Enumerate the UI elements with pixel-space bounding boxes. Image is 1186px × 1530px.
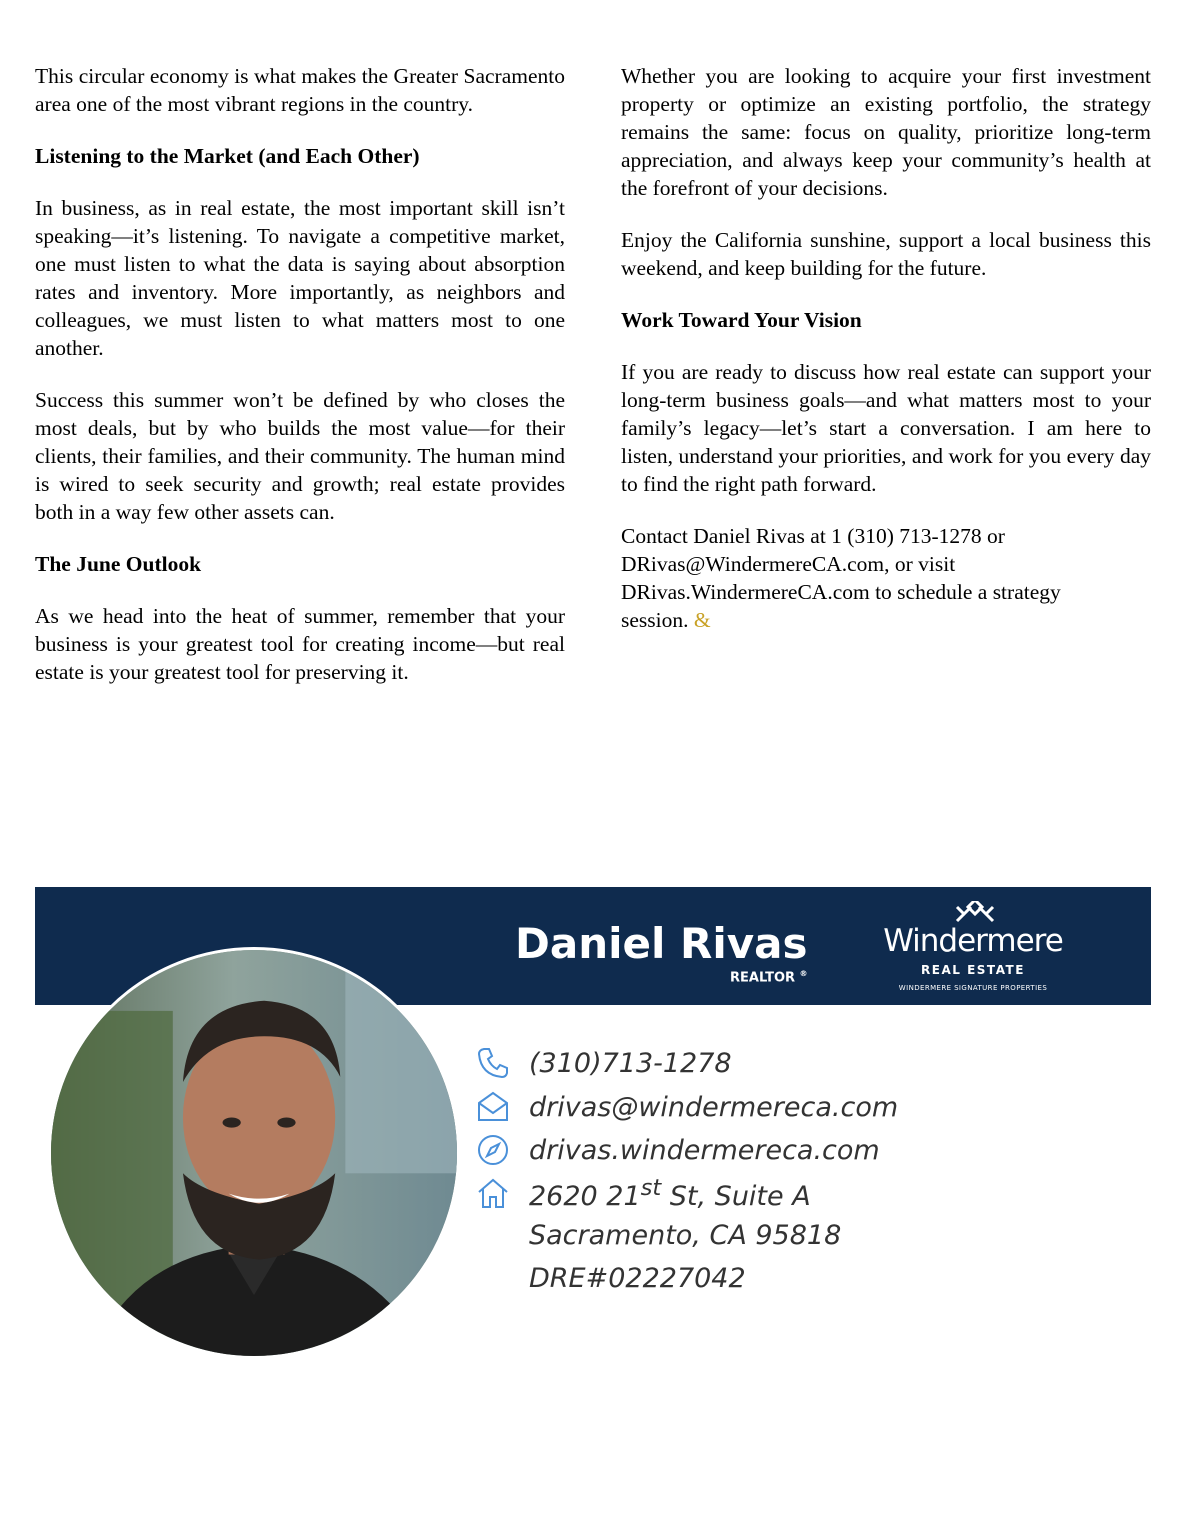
address-line-1: [529, 1175, 811, 1212]
website-row: [475, 1130, 880, 1170]
contact-text-line: DRivas.WindermereCA.com to schedule a strategy: [621, 580, 1061, 604]
compass-icon: [475, 1132, 511, 1168]
paragraph: If you are ready to discuss how real estate can support your long-term business goals—and what matters most to your family’s legacy—let’s start a conversation. I am here to listen, understand your priorities, and work for you every day to find the right path forward.: [621, 360, 1151, 496]
contact-paragraph: [621, 522, 1151, 634]
paragraph: Whether you are looking to acquire your first investment property or optimize an existing portfolio, the strategy remains the same: focus on quality, prioritize long-term appreciation, and always keep your community’s health at the forefront of your decisions.: [621, 64, 1151, 200]
right-column: [621, 62, 1151, 634]
contact-text-line: [621, 606, 1151, 634]
email-signature-card: [35, 887, 1151, 1367]
license-number: DRE#02227042: [529, 1263, 746, 1294]
brand-name: Windermere: [883, 923, 1063, 959]
address-line-2: Sacramento, CA 95818: [529, 1220, 842, 1251]
paragraph: Enjoy the California sunshine, support a local business this weekend, and keep building for the future.: [621, 228, 1151, 280]
paragraph: This circular economy is what makes the Greater Sacramento area one of the most vibrant regions in the country.: [35, 64, 565, 116]
section-heading: Work Toward Your Vision: [621, 308, 862, 332]
ordinal-suffix: st: [640, 1174, 662, 1201]
contact-text-line: Contact Daniel Rivas at 1 (310) 713-1278 or: [621, 524, 1005, 548]
windermere-logo-icon: [955, 901, 995, 923]
phone-icon: [475, 1045, 511, 1081]
section-heading: Listening to the Market (and Each Other): [35, 144, 420, 168]
paragraph: As we head into the heat of summer, remember that your business is your greatest tool for creating income—but real estate is your greatest tool for preserving it.: [35, 604, 565, 684]
address-street: St, Suite A: [661, 1180, 811, 1212]
address-row: [475, 1173, 811, 1213]
contact-text-end: session.: [621, 608, 689, 632]
address-number: 2620 21: [529, 1180, 641, 1212]
paragraph: Success this summer won’t be defined by who closes the most deals, but by who builds the most value—for their clients, their families, and their community. The human mind is wired to seek security and growth; real estate provides both in a way few other assets can.: [35, 388, 565, 524]
agent-title: [730, 969, 808, 985]
agent-photo: [48, 947, 460, 1359]
home-icon: [475, 1175, 511, 1211]
agent-title-text: REALTOR: [730, 970, 796, 986]
envelope-icon: [475, 1089, 511, 1125]
end-mark: &: [693, 608, 711, 632]
email-row: [475, 1087, 898, 1127]
website[interactable]: drivas.windermereca.com: [529, 1134, 880, 1166]
section-heading: The June Outlook: [35, 552, 202, 576]
brand-tagline: WINDERMERE SIGNATURE PROPERTIES: [898, 984, 1048, 992]
registered-mark: ®: [799, 969, 808, 978]
email-address[interactable]: drivas@windermereca.com: [529, 1091, 899, 1123]
windermere-logo: [873, 897, 1073, 997]
brand-subtitle: REAL ESTATE: [921, 963, 1025, 977]
paragraph: In business, as in real estate, the most important skill isn’t speaking—it’s listening. To navigate a competitive market, one must listen to what the data is saying about absorption rates and inventory. More importantly, as neighbors and colleagues, we must listen to what matters most to one another.: [35, 196, 565, 360]
agent-name: Daniel Rivas: [515, 919, 808, 968]
left-column: [35, 62, 565, 710]
contact-text-line: DRivas@WindermereCA.com, or visit: [621, 552, 956, 576]
phone-row: [475, 1043, 732, 1083]
phone-number[interactable]: (310)713-1278: [529, 1047, 732, 1079]
